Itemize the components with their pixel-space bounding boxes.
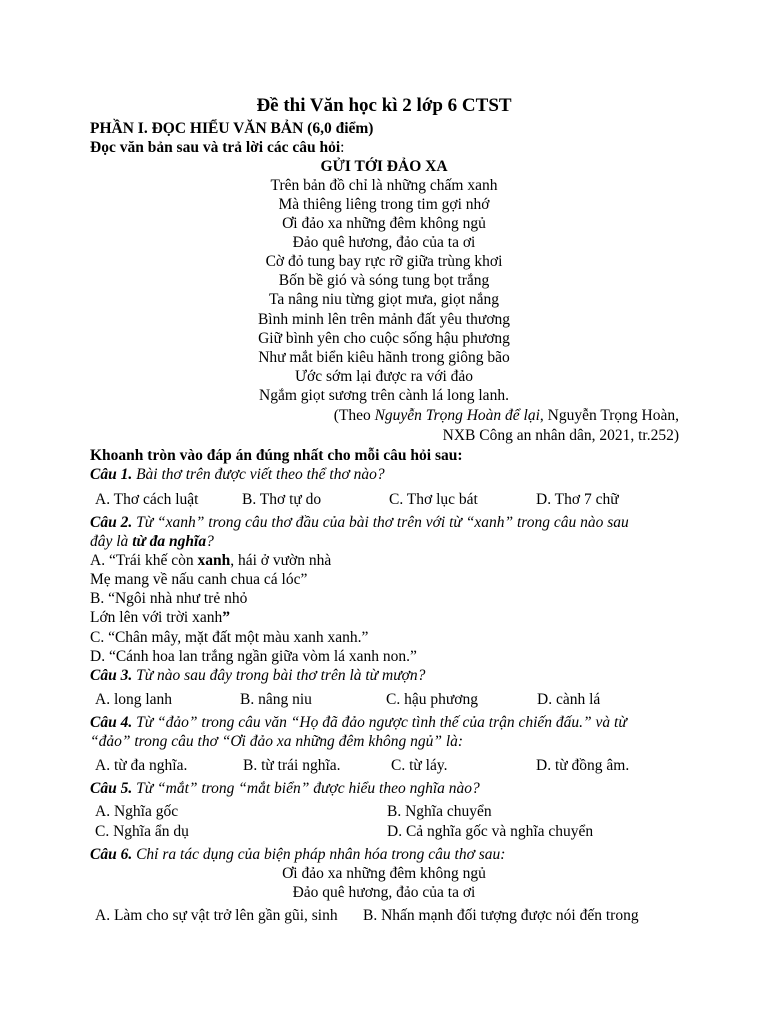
question-2 xyxy=(90,513,629,532)
q6-quote-line: Đảo quê hương, đảo của ta ơi xyxy=(292,884,476,901)
q1-option-d[interactable]: D. Thơ 7 chữ xyxy=(536,491,619,508)
question-2-line2 xyxy=(90,532,214,551)
question-label: Câu 3. xyxy=(90,667,133,684)
document-title: Đề thi Văn học kì 2 lớp 6 CTST xyxy=(256,95,512,116)
question-text: Chỉ ra tác dụng của biện pháp nhân hóa trong câu thơ sau: xyxy=(136,846,506,863)
option-text: , hái ở vườn nhà xyxy=(230,552,332,569)
question-label: Câu 4. xyxy=(90,714,133,731)
poem-line: Cờ đỏ tung bay rực rỡ giữa trùng khơi xyxy=(265,253,503,270)
poem-line: Bốn bề gió và sóng tung bọt trắng xyxy=(278,272,490,289)
q3-option-d[interactable]: D. cành lá xyxy=(537,691,601,708)
question-6 xyxy=(90,845,505,864)
q6-option-a[interactable]: A. Làm cho sự vật trở lên gần gũi, sinh xyxy=(95,907,338,924)
poem-line: Giữ bình yên cho cuộc sống hậu phương xyxy=(258,330,510,347)
instruction-colon: : xyxy=(340,139,345,156)
q1-option-a[interactable]: A. Thơ cách luật xyxy=(95,491,199,508)
q2-option-b-line2 xyxy=(90,608,230,627)
poem-publisher: NXB Công an nhân dân, 2021, tr.252) xyxy=(442,427,679,444)
q5-option-a[interactable]: A. Nghĩa gốc xyxy=(95,803,179,820)
source-author: , Nguyễn Trọng Hoàn, xyxy=(539,407,679,424)
q1-option-c[interactable]: C. Thơ lục bát xyxy=(389,491,478,508)
question-emphasis: từ đa nghĩa xyxy=(132,533,207,550)
q4-option-b[interactable]: B. từ trái nghĩa. xyxy=(243,757,341,774)
q2-option-a[interactable] xyxy=(90,551,331,570)
q5-option-c[interactable]: C. Nghĩa ẩn dụ xyxy=(95,823,189,840)
question-text: Từ “đảo” trong câu văn “Họ đã đảo ngược tình thế của trận chiến đấu.” và từ xyxy=(136,714,627,731)
question-label: Câu 1. xyxy=(90,466,133,483)
reading-instruction xyxy=(90,138,344,157)
q6-option-b[interactable]: B. Nhấn mạnh đối tượng được nói đến trong xyxy=(363,907,639,924)
question-3 xyxy=(90,666,425,685)
poem-line: Bình minh lên trên mảnh đất yêu thương xyxy=(257,311,511,328)
source-prefix: (Theo xyxy=(333,407,375,424)
poem-line: Ngắm giọt sương trên cành lá long lanh. xyxy=(259,387,509,404)
q3-option-b[interactable]: B. nâng niu xyxy=(240,691,312,708)
question-text: ? xyxy=(206,533,214,550)
question-label: Câu 2. xyxy=(90,514,133,531)
q4-option-c[interactable]: C. từ láy. xyxy=(391,757,448,774)
question-text: Bài thơ trên được viết theo thể thơ nào? xyxy=(136,466,385,483)
q4-option-d[interactable]: D. từ đồng âm. xyxy=(536,757,630,774)
q5-option-b[interactable]: B. Nghĩa chuyển xyxy=(387,803,492,820)
option-text: Lớn lên với trời xanh xyxy=(90,609,223,626)
q2-option-a-line2: Mẹ mang về nấu canh chua cá lóc” xyxy=(90,571,308,588)
question-4-line2: “đảo” trong câu thơ “Ơi đảo xa những đêm không ngủ” là: xyxy=(90,733,464,750)
question-4 xyxy=(90,713,627,732)
option-text: A. “Trái khế còn xyxy=(90,552,198,569)
question-label: Câu 6. xyxy=(90,846,133,863)
question-text: đây là xyxy=(90,533,133,550)
poem-line: Mà thiêng liêng trong tim gợi nhớ xyxy=(278,196,490,213)
q3-option-a[interactable]: A. long lanh xyxy=(95,691,173,708)
q2-option-d[interactable]: D. “Cánh hoa lan trắng ngần giữa vòm lá xanh non.” xyxy=(90,648,417,665)
poem-line: Đảo quê hương, đảo của ta ơi xyxy=(292,234,476,251)
question-text: Từ “mắt” trong “mắt biển” được hiểu theo nghĩa nào? xyxy=(136,780,480,797)
poem-title: GỬI TỚI ĐẢO XA xyxy=(320,158,448,175)
poem-line: Ta nâng niu từng giọt mưa, giọt nắng xyxy=(268,291,500,308)
source-book-title: Nguyễn Trọng Hoàn để lại xyxy=(374,407,540,424)
question-text: Từ “xanh” trong câu thơ đầu của bài thơ trên với từ “xanh” trong câu nào sau xyxy=(136,514,629,531)
q6-quote-line: Ơi đảo xa những đêm không ngủ xyxy=(282,865,486,882)
q2-option-b[interactable]: B. “Ngôi nhà như trẻ nhỏ xyxy=(90,590,248,607)
q2-option-c[interactable]: C. “Chân mây, mặt đất một màu xanh xanh.” xyxy=(90,629,369,646)
option-quote-mark: ” xyxy=(222,609,230,626)
q4-option-a[interactable]: A. từ đa nghĩa. xyxy=(95,757,188,774)
poem-line: Trên bản đồ chỉ là những chấm xanh xyxy=(270,177,498,194)
q3-option-c[interactable]: C. hậu phương xyxy=(386,691,478,708)
instruction-text: Đọc văn bản sau và trả lời các câu hỏi xyxy=(90,139,341,156)
question-1 xyxy=(90,465,385,484)
q5-option-d[interactable]: D. Cả nghĩa gốc và nghĩa chuyển xyxy=(387,823,594,840)
poem-line: Ước sớm lại được ra với đảo xyxy=(294,368,474,385)
option-emphasis: xanh xyxy=(197,552,231,569)
question-text: Từ nào sau đây trong bài thơ trên là từ mượn? xyxy=(136,667,426,684)
poem-line: Như mắt biển kiêu hãnh trong giông bão xyxy=(258,349,510,366)
section-heading: PHẦN I. ĐỌC HIỂU VĂN BẢN (6,0 điểm) xyxy=(90,120,374,137)
poem-source xyxy=(334,406,679,425)
mc-instruction: Khoanh tròn vào đáp án đúng nhất cho mỗi câu hỏi sau: xyxy=(90,447,463,464)
poem-line: Ơi đảo xa những đêm không ngủ xyxy=(282,215,486,232)
question-label: Câu 5. xyxy=(90,780,133,797)
q1-option-b[interactable]: B. Thơ tự do xyxy=(242,491,322,508)
question-5 xyxy=(90,779,480,798)
